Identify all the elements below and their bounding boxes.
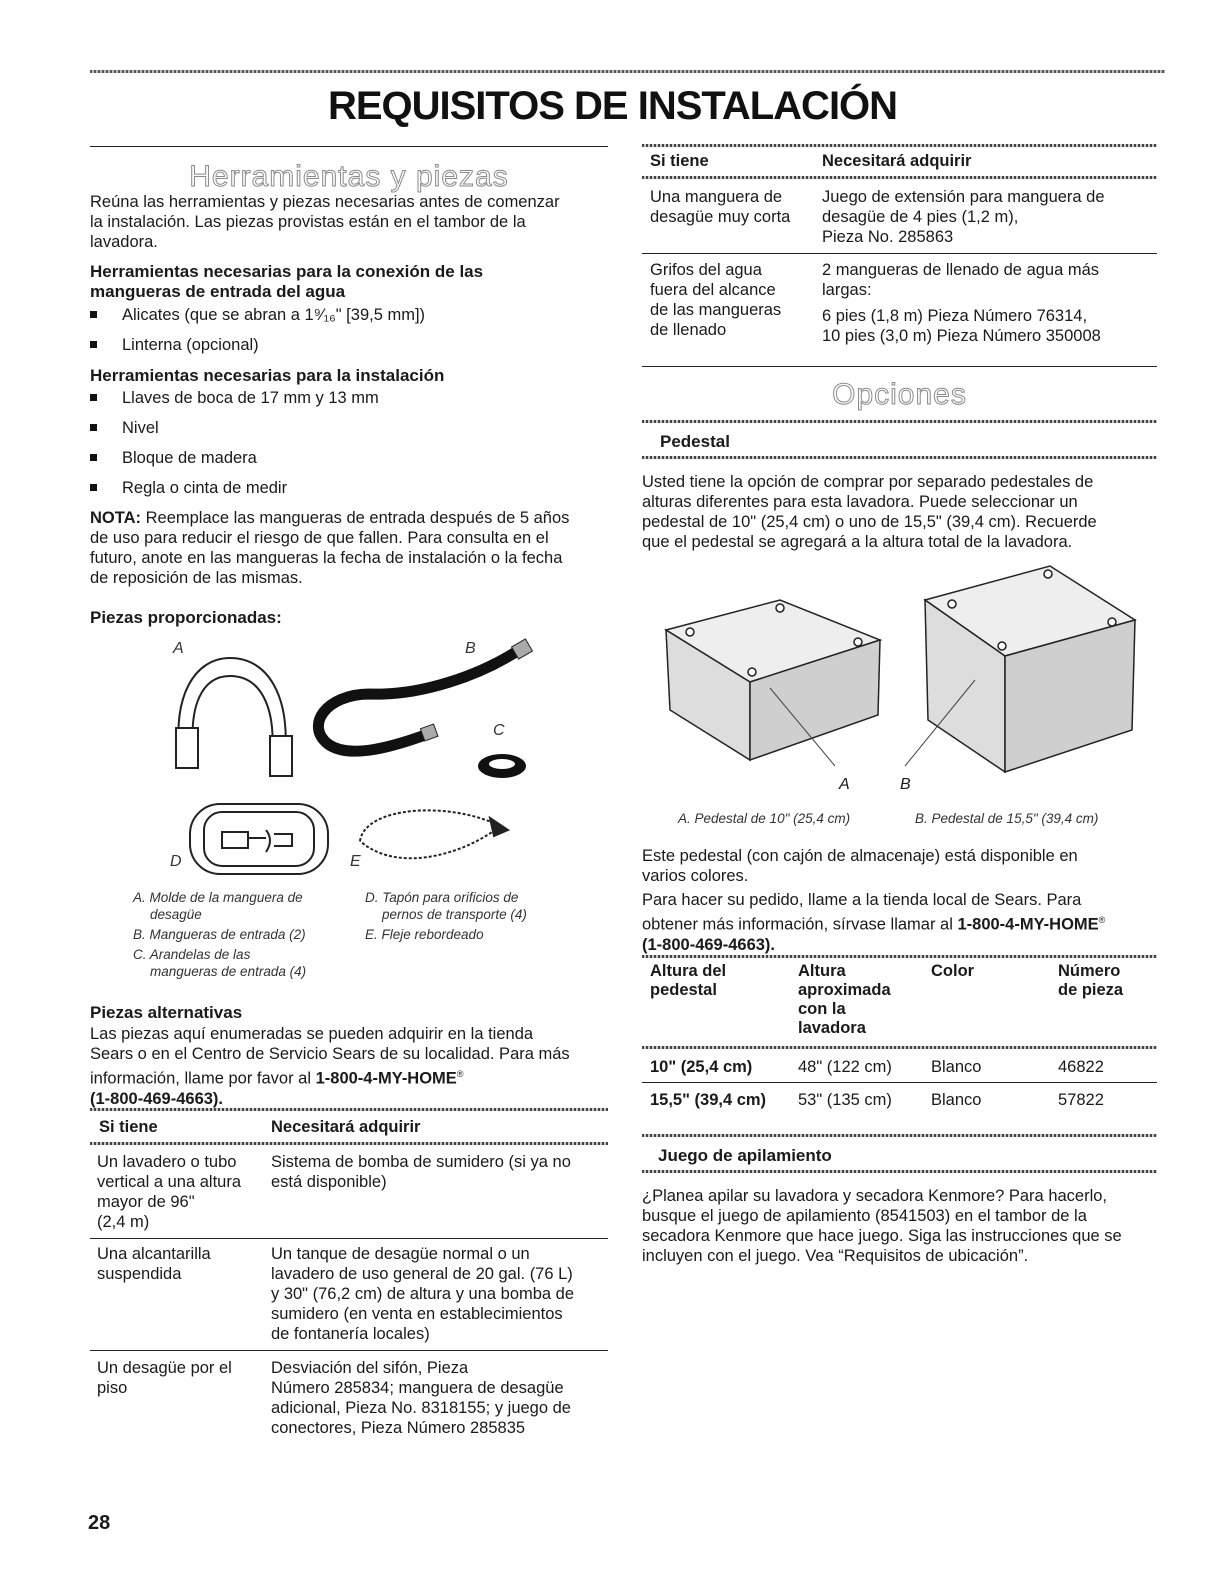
list-item: Nivel (90, 418, 610, 440)
table-row: Grifos del agua fuera del alcance de las mangueras de llenado (650, 261, 782, 339)
subsection-rule (642, 1134, 1157, 1137)
subsection-rule (642, 456, 1157, 459)
caption-line: desagüe (150, 907, 202, 922)
text-line: varios colores. (642, 867, 749, 885)
table-cell: 10" (25,4 cm) (650, 1058, 753, 1076)
text-line: que el pedestal se agregará a la altura total de la lavadora. (642, 533, 1073, 551)
colors-text (642, 846, 1162, 886)
stack-heading: Juego de apilamiento (658, 1146, 832, 1165)
stack-text (642, 1186, 1167, 1266)
section-rule (642, 366, 1157, 367)
pedestal-10-icon (666, 600, 880, 760)
text-line: de reposición de las mismas. (90, 569, 303, 587)
table-cell: Juego de extensión para manguera de desagüe de 4 pies (1,2 m), Pieza No. 285863 (822, 188, 1105, 246)
text-line: incluyen con el juego. Vea “Requisitos de ubicación”. (642, 1247, 1029, 1265)
ped-table-header-part: Número de pieza (1058, 962, 1124, 999)
pedestal-caption-a: A. Pedestal de 10" (25,4 cm) (678, 811, 851, 826)
table-header-have: Si tiene (99, 1118, 158, 1136)
bullet-icon (90, 454, 97, 461)
text-line: alturas diferentes para esta lavadora. Puede seleccionar un (642, 493, 1078, 511)
order-text: Para hacer su pedido, llame a la tienda local de Sears. Para obtener más información, sírvase llamar al 1-800-4-MY-HOME® (1-800-469-4663). (642, 890, 1167, 955)
ped-table-header-height: Altura del pedestal (650, 962, 727, 999)
table-header-need: Necesitará adquirir (822, 152, 972, 170)
subsection-rule (642, 420, 1157, 423)
hose-washer-icon (478, 754, 526, 778)
table-cell: 57822 (1058, 1091, 1104, 1109)
caption-line: pernos de transporte (4) (382, 907, 527, 922)
text-line: Las piezas aquí enumeradas se pueden adquirir en la tienda (90, 1025, 534, 1043)
row-divider (90, 1350, 608, 1351)
pedestal-letter-a: A (839, 776, 850, 793)
text-line: pedestal de 10" (25,4 cm) o uno de 15,5" (39,4 cm). Recuerde (642, 513, 1097, 531)
table-header-need: Necesitará adquirir (271, 1118, 421, 1136)
text-line: Sears o en el Centro de Servicio Sears de su localidad. Para más (90, 1045, 570, 1063)
text-line: futuro, anote en las mangueras la fecha de instalación o la fecha (90, 549, 563, 567)
parts-heading: Piezas proporcionadas: (90, 608, 282, 627)
part-letter-a: A (173, 640, 184, 657)
bullet-icon (90, 394, 97, 401)
section-title-tools: Herramientas y piezas (189, 160, 509, 193)
caption-line: D. Tapón para orificios de (365, 890, 519, 905)
parts-illustration (150, 636, 570, 886)
text-line: ¿Planea apilar su lavadora y secadora Kenmore? Para hacerlo, (642, 1187, 1108, 1205)
text-line: Usted tiene la opción de comprar por separado pedestales de (642, 473, 1094, 491)
table-rule (90, 1142, 608, 1145)
tools-intro (90, 192, 610, 252)
table-row: Una alcantarilla suspendida (97, 1245, 211, 1283)
table-cell: Desviación del sifón, Pieza Número 285834; manguera de desagüe adicional, Pieza No. 8318155; y juego de conectores, Pieza Número 285835 (271, 1359, 571, 1437)
text-line: lavadora. (90, 233, 158, 251)
phone-number-alt: (1-800-469-4663). (90, 1089, 223, 1108)
install-tools-heading: Herramientas necesarias para la instalación (90, 366, 445, 385)
caption-line: E. Fleje rebordeado (365, 927, 484, 942)
section-rule (90, 146, 608, 147)
table-rule (642, 176, 1157, 179)
phone-number: 1-800-4-MY-HOME (957, 915, 1099, 934)
text-line: Reemplace las mangueras de entrada después de 5 años (141, 509, 570, 527)
table-row: Un desagüe por el piso (97, 1359, 232, 1397)
table-rule (642, 955, 1157, 958)
subsection-rule (642, 1170, 1157, 1173)
section-title-options: Opciones (832, 378, 967, 411)
row-divider (90, 1238, 608, 1239)
table-cell: 2 mangueras de llenado de agua más largas: 6 pies (1,8 m) Pieza Número 76314, 10 pies (3,0 m) Pieza Número 350008 (822, 261, 1101, 345)
table-cell: Blanco (931, 1091, 982, 1109)
phone-number: 1-800-4-MY-HOME (315, 1069, 457, 1088)
list-item: Bloque de madera (90, 448, 610, 470)
top-rule (90, 70, 1165, 73)
pedestal-illustration (660, 560, 1140, 780)
cable-tie-icon (360, 810, 508, 858)
bolt-hole-plug-icon (190, 804, 328, 874)
table-rule (90, 1108, 608, 1111)
table-header-have: Si tiene (650, 152, 709, 170)
pedestal-letter-b: B (900, 776, 911, 793)
pedestal-text (642, 472, 1162, 552)
text-line: Reúna las herramientas y piezas necesarias antes de comenzar (90, 193, 560, 211)
alt-parts-heading: Piezas alternativas (90, 1003, 243, 1022)
row-divider (642, 1082, 1157, 1083)
list-item: Regla o cinta de medir (90, 478, 610, 500)
caption-line: C. Arandelas de las (133, 947, 251, 962)
table-row: Una manguera de desagüe muy corta (650, 188, 791, 226)
text-line: la instalación. Las piezas provistas están en el tambor de la (90, 213, 526, 231)
row-divider (642, 253, 1157, 254)
note-label: NOTA: (90, 509, 142, 527)
heading-line: mangueras de entrada del agua (90, 282, 346, 301)
table-cell: 48" (122 cm) (798, 1058, 892, 1076)
text-line: secadora Kenmore que hace juego. Siga las instrucciones que se (642, 1227, 1122, 1245)
parts-captions-left (133, 889, 306, 980)
part-letter-e: E (350, 853, 361, 870)
list-item: Llaves de boca de 17 mm y 13 mm (90, 388, 610, 410)
water-tools-heading (90, 262, 610, 302)
part-letter-b: B (465, 640, 476, 657)
drain-hose-form-icon (176, 658, 292, 776)
install-tools-list (90, 388, 610, 500)
ped-table-header-color: Color (931, 962, 975, 980)
table-cell: Un tanque de desagüe normal o un lavadero de uso general de 20 gal. (76 L) y 30" (76,2 cm) de altura y una bomba de sumidero (en venta en establecimientos de fontanería locales) (271, 1245, 575, 1343)
pedestal-heading: Pedestal (660, 432, 730, 451)
list-item: Linterna (opcional) (90, 335, 610, 357)
table-cell: Blanco (931, 1058, 982, 1076)
caption-line: mangueras de entrada (4) (150, 964, 307, 979)
table-cell: 15,5" (39,4 cm) (650, 1091, 767, 1109)
pedestal-15-icon (925, 566, 1135, 772)
text-line: Para hacer su pedido, llame a la tienda local de Sears. Para (642, 891, 1082, 909)
ped-table-header-approx: Altura aproximada con la lavadora (798, 962, 891, 1037)
table-cell: 46822 (1058, 1058, 1104, 1076)
caption-line: B. Mangueras de entrada (2) (133, 927, 306, 942)
text-line: de uso para reducir el riesgo de que fallen. Para consulta en el (90, 529, 549, 547)
heading-line: Herramientas necesarias para la conexión de las (90, 262, 484, 281)
part-letter-c: C (493, 722, 505, 739)
table-rule (642, 1046, 1157, 1049)
bullet-icon (90, 341, 97, 348)
pedestal-caption-b: B. Pedestal de 15,5" (39,4 cm) (915, 811, 1099, 826)
table-row: Un lavadero o tubo vertical a una altura mayor de 96" (2,4 m) (97, 1153, 241, 1231)
text-line: busque el juego de apilamiento (8541503) en el tambor de la (642, 1207, 1087, 1225)
bullet-icon (90, 424, 97, 431)
alt-parts-text: Las piezas aquí enumeradas se pueden adquirir en la tienda Sears o en el Centro de Servicio Sears de su localidad. Para más información, llame por favor al 1-800-4-MY-HOME® (1-800-469-4663). (90, 1024, 615, 1109)
text-line: Este pedestal (con cajón de almacenaje) está disponible en (642, 847, 1078, 865)
table-cell: 53" (135 cm) (798, 1091, 892, 1109)
bullet-icon (90, 484, 97, 491)
parts-captions-right (365, 889, 527, 943)
page-number: 28 (88, 1512, 111, 1534)
phone-number-alt: (1-800-469-4663). (642, 935, 775, 954)
table-rule (642, 144, 1157, 147)
list-item: Alicates (que se abran a 1⁹⁄₁₆" [39,5 mm]) (90, 305, 610, 327)
part-letter-d: D (170, 853, 182, 870)
caption-line: A. Molde de la manguera de (133, 890, 303, 905)
note (90, 508, 615, 588)
table-cell: Sistema de bomba de sumidero (si ya no está disponible) (271, 1153, 571, 1191)
page-title: REQUISITOS DE INSTALACIÓN (327, 84, 898, 128)
water-tools-list (90, 305, 610, 357)
bullet-icon (90, 311, 97, 318)
